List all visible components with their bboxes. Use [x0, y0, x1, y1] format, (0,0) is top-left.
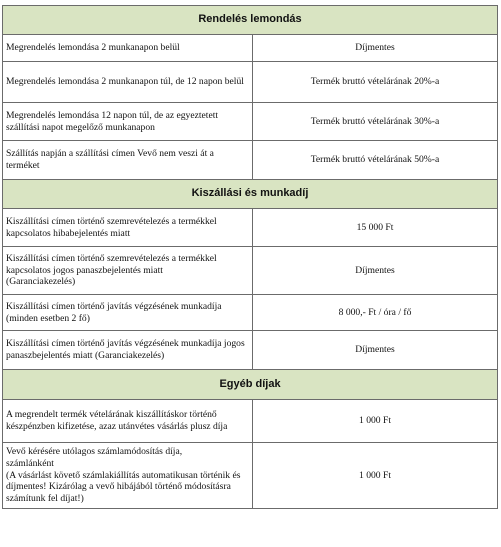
fee-description: Kiszállítási címen történő javítás végzésének munkadíja jogos panaszbejelentés miatt (Garanciakezelés) [3, 331, 253, 370]
fee-table [2, 5, 498, 509]
fee-description: Kiszállítási címen történő szemrevételezés a termékkel kapcsolatos jogos panaszbejelentés miatt (Garanciakezelés) [3, 247, 253, 295]
section-title-delivery-labor: Kiszállási és munkadíj [3, 180, 498, 209]
table-row [3, 35, 498, 62]
fee-price: 8 000,- Ft / óra / fő [253, 295, 498, 331]
fee-price: Díjmentes [253, 247, 498, 295]
table-row [3, 209, 498, 247]
fee-description: A megrendelt termék vételárának kiszállításkor történő készpénzben kifizetése, azaz utánvétes vásárlás plusz díja [3, 400, 253, 443]
fee-price: 15 000 Ft [253, 209, 498, 247]
section-header-row [3, 370, 498, 400]
fee-price: Díjmentes [253, 331, 498, 370]
table-row [3, 443, 498, 509]
table-row [3, 400, 498, 443]
fee-price: Díjmentes [253, 35, 498, 62]
fee-description: Megrendelés lemondása 2 munkanapon túl, de 12 napon belül [3, 62, 253, 103]
section-title-other-fees: Egyéb díjak [3, 370, 498, 400]
table-row [3, 331, 498, 370]
section-header-row [3, 180, 498, 209]
fee-description: Megrendelés lemondása 12 napon túl, de az egyeztetett szállítási napot megelőző munkanapon [3, 103, 253, 141]
fee-description: Kiszállítási címen történő szemrevételezés a termékkel kapcsolatos hibabejelentés miatt [3, 209, 253, 247]
section-header-row [3, 6, 498, 35]
table-row [3, 62, 498, 103]
fee-description: Szállítás napján a szállítási címen Vevő nem veszi át a terméket [3, 141, 253, 180]
fee-description: Megrendelés lemondása 2 munkanapon belül [3, 35, 253, 62]
fee-description: Kiszállítási címen történő javítás végzésének munkadíja (minden esetben 2 fő) [3, 295, 253, 331]
fee-price: Termék bruttó vételárának 20%-a [253, 62, 498, 103]
table-row [3, 103, 498, 141]
fee-description: Vevő kérésére utólagos számlamódosítás díja, számlánként (A vásárlást követő számlakiállítás automatikusan történik és díjmentes! Kizárólag a vevő hibájából történő módosításra számítunk fel díjat!) [3, 443, 253, 509]
fee-price: Termék bruttó vételárának 30%-a [253, 103, 498, 141]
fee-price: 1 000 Ft [253, 400, 498, 443]
table-row [3, 247, 498, 295]
table-row [3, 295, 498, 331]
fee-price: Termék bruttó vételárának 50%-a [253, 141, 498, 180]
table-row [3, 141, 498, 180]
section-title-cancellation: Rendelés lemondás [3, 6, 498, 35]
fee-price: 1 000 Ft [253, 443, 498, 509]
